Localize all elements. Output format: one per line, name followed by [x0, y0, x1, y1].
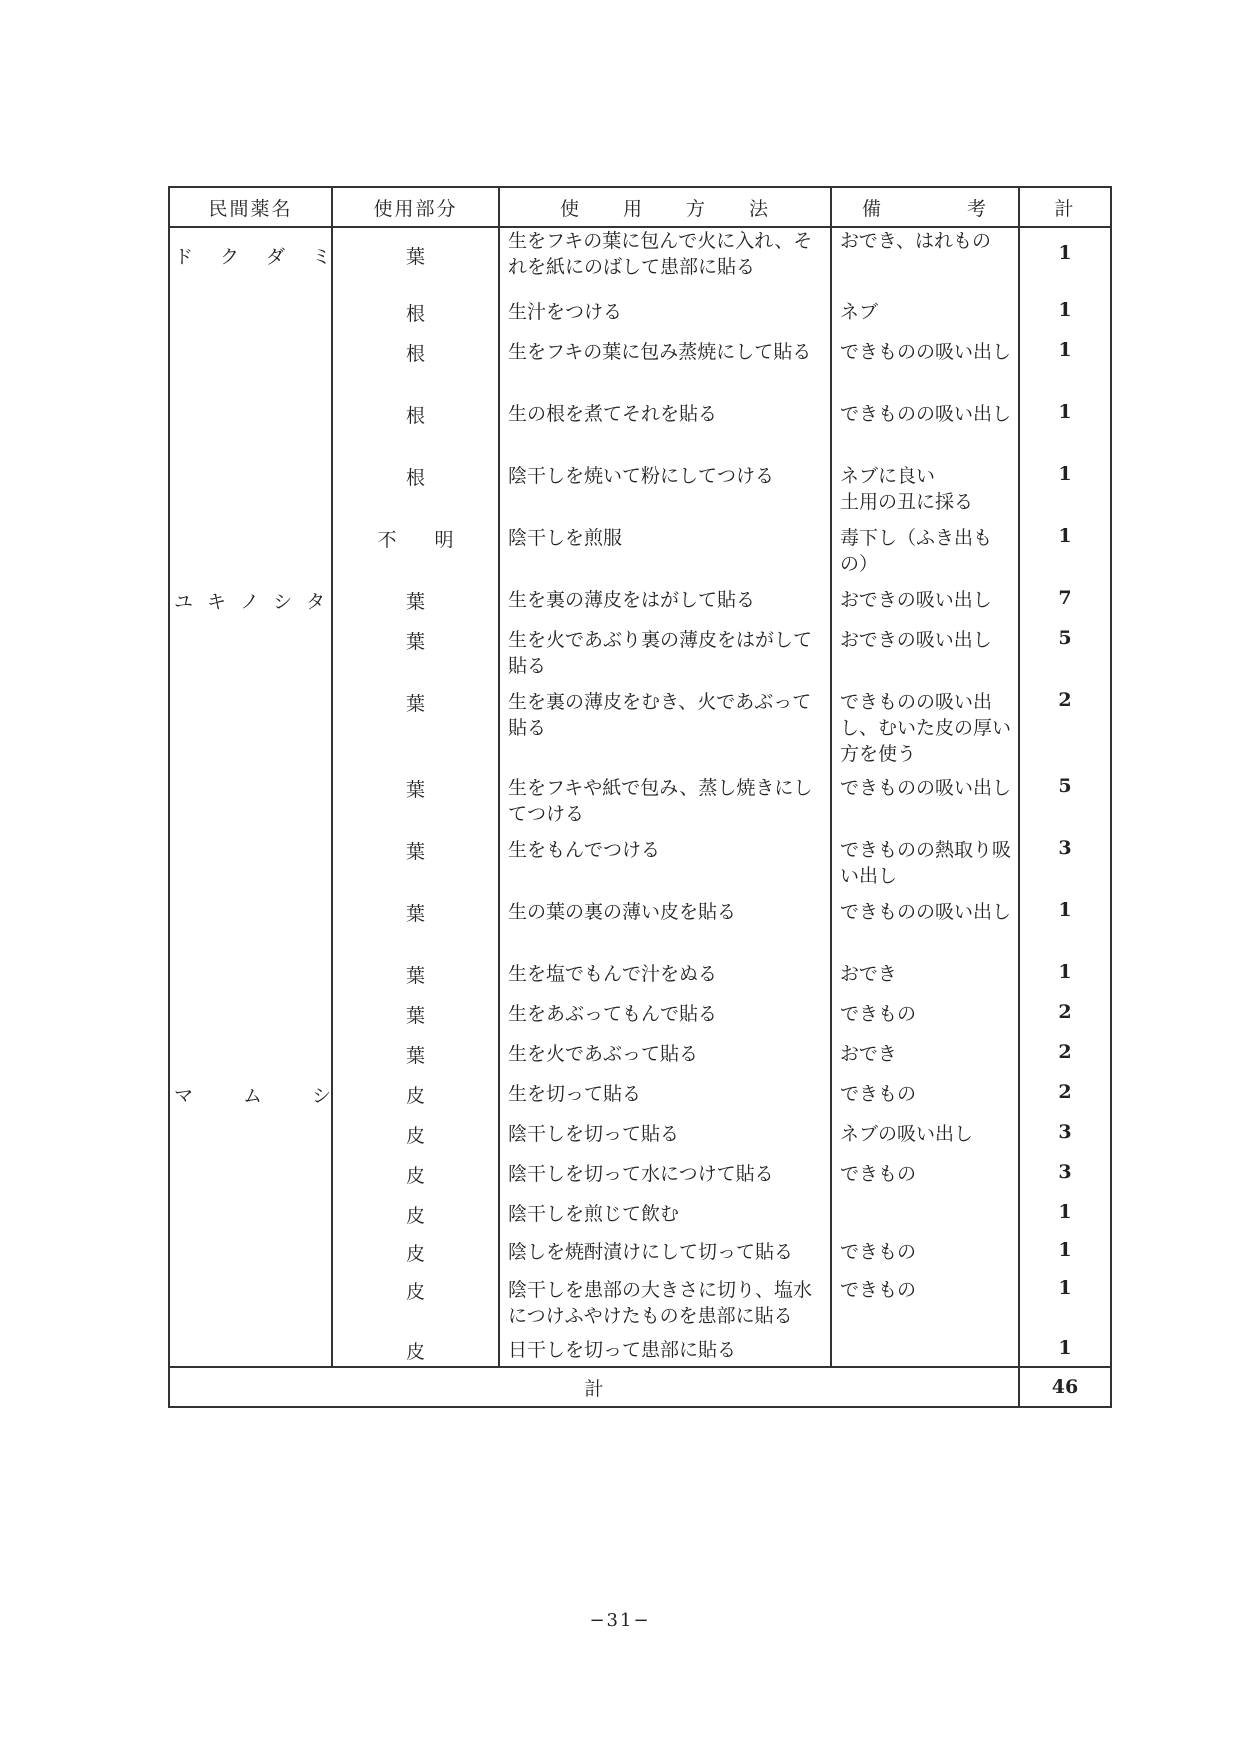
- remedy-name-cell: ド ク ダ ミ: [169, 227, 332, 299]
- header-remarks: 備 考: [831, 187, 1019, 227]
- table-row: [169, 1201, 1111, 1239]
- table-row: [169, 1081, 1111, 1121]
- part-used-cell: 皮: [332, 1337, 499, 1367]
- remedy-name-cell: [169, 1161, 332, 1201]
- remarks-cell: できものの吸い出し: [831, 899, 1019, 961]
- table-row: [169, 1337, 1111, 1367]
- remedy-name-cell: [169, 775, 332, 837]
- count-cell: 2: [1019, 1081, 1111, 1121]
- part-used-cell: 皮: [332, 1121, 499, 1161]
- usage-method-cell: 生を火であぶり裏の薄皮をはがして貼る: [499, 627, 831, 689]
- remarks-cell: できもの: [831, 1081, 1019, 1121]
- part-used-cell: 皮: [332, 1277, 499, 1337]
- usage-method-cell: 陰干しを切って貼る: [499, 1121, 831, 1161]
- count-cell: 7: [1019, 587, 1111, 627]
- remarks-cell: ネブに良い 土用の丑に採る: [831, 463, 1019, 525]
- remarks-cell: できものの吸い出し: [831, 339, 1019, 401]
- part-used-cell: 皮: [332, 1201, 499, 1239]
- part-used-cell: 皮: [332, 1161, 499, 1201]
- remarks-cell: おできの吸い出し: [831, 587, 1019, 627]
- usage-method-cell: 生をフキの葉に包んで火に入れ、それを紙にのばして患部に貼る: [499, 227, 831, 299]
- count-cell: 1: [1019, 463, 1111, 525]
- remedy-name-cell: [169, 899, 332, 961]
- remarks-cell: できもの: [831, 1001, 1019, 1041]
- remedy-name-cell: [169, 463, 332, 525]
- count-cell: 3: [1019, 1121, 1111, 1161]
- part-used-cell: 皮: [332, 1239, 499, 1277]
- remarks-cell: ネブの吸い出し: [831, 1121, 1019, 1161]
- table-row: [169, 1041, 1111, 1081]
- part-used-cell: 不 明: [332, 525, 499, 587]
- count-cell: 1: [1019, 401, 1111, 463]
- header-usage-method: 使 用 方 法: [499, 187, 831, 227]
- usage-method-cell: 生を裏の薄皮をはがして貼る: [499, 587, 831, 627]
- remarks-cell: できものの吸い出し: [831, 401, 1019, 463]
- remedy-name-cell: [169, 1041, 332, 1081]
- remedy-name-cell: [169, 961, 332, 1001]
- remarks-cell: できものの吸い出し: [831, 775, 1019, 837]
- part-used-cell: 葉: [332, 837, 499, 899]
- usage-method-cell: 生の根を煮てそれを貼る: [499, 401, 831, 463]
- table-row: [169, 299, 1111, 339]
- remedy-name-cell: [169, 689, 332, 775]
- count-cell: 1: [1019, 227, 1111, 299]
- remarks-cell: できものの熱取り吸い出し: [831, 837, 1019, 899]
- part-used-cell: 葉: [332, 1041, 499, 1081]
- count-cell: 1: [1019, 899, 1111, 961]
- table-row: [169, 1239, 1111, 1277]
- count-cell: 5: [1019, 775, 1111, 837]
- table-row: [169, 899, 1111, 961]
- remarks-cell: おでき、はれもの: [831, 227, 1019, 299]
- count-cell: 1: [1019, 299, 1111, 339]
- table-row: [169, 837, 1111, 899]
- usage-method-cell: 陰干しを煎じて飲む: [499, 1201, 831, 1239]
- usage-method-cell: 陰干しを焼いて粉にしてつける: [499, 463, 831, 525]
- remarks-cell: できもの: [831, 1277, 1019, 1337]
- count-cell: 5: [1019, 627, 1111, 689]
- count-cell: 1: [1019, 339, 1111, 401]
- header-count: 計: [1019, 187, 1111, 227]
- remedy-name-cell: ユ キ ノ シ タ: [169, 587, 332, 627]
- part-used-cell: 皮: [332, 1081, 499, 1121]
- remedy-name-cell: [169, 525, 332, 587]
- remedy-name-cell: [169, 339, 332, 401]
- usage-method-cell: 生を裏の薄皮をむき、火であぶって貼る: [499, 689, 831, 775]
- count-cell: 3: [1019, 837, 1111, 899]
- count-cell: 2: [1019, 1001, 1111, 1041]
- remarks-cell: 毒下し（ふき出もの）: [831, 525, 1019, 587]
- count-cell: 1: [1019, 961, 1111, 1001]
- remedy-table: [168, 186, 1112, 1408]
- usage-method-cell: 生の葉の裏の薄い皮を貼る: [499, 899, 831, 961]
- table-row: [169, 525, 1111, 587]
- part-used-cell: 葉: [332, 227, 499, 299]
- remedy-name-cell: マ ム シ: [169, 1081, 332, 1121]
- part-used-cell: 葉: [332, 775, 499, 837]
- count-cell: 1: [1019, 525, 1111, 587]
- table-row: [169, 463, 1111, 525]
- usage-method-cell: 生をもんでつける: [499, 837, 831, 899]
- table-row: [169, 627, 1111, 689]
- usage-method-cell: 生をフキや紙で包み、蒸し焼きにしてつける: [499, 775, 831, 837]
- table-row: [169, 775, 1111, 837]
- remedy-name-cell: [169, 1201, 332, 1239]
- count-cell: 2: [1019, 689, 1111, 775]
- usage-method-cell: 陰干しを患部の大きさに切り、塩水につけふやけたものを患部に貼る: [499, 1277, 831, 1337]
- table-header-row: [169, 187, 1111, 227]
- count-cell: 1: [1019, 1239, 1111, 1277]
- header-part-used: 使用部分: [332, 187, 499, 227]
- part-used-cell: 根: [332, 299, 499, 339]
- table-row: [169, 401, 1111, 463]
- header-remedy-name: 民間薬名: [169, 187, 332, 227]
- remedy-name-cell: [169, 1001, 332, 1041]
- remarks-cell: できもの: [831, 1161, 1019, 1201]
- part-used-cell: 葉: [332, 1001, 499, 1041]
- count-cell: 2: [1019, 1041, 1111, 1081]
- usage-method-cell: 生を塩でもんで汁をぬる: [499, 961, 831, 1001]
- remedy-name-cell: [169, 627, 332, 689]
- usage-method-cell: 生をフキの葉に包み蒸焼にして貼る: [499, 339, 831, 401]
- remarks-cell: おでき: [831, 961, 1019, 1001]
- usage-method-cell: 陰干しを切って水につけて貼る: [499, 1161, 831, 1201]
- table-row: [169, 587, 1111, 627]
- remedy-name-cell: [169, 1337, 332, 1367]
- count-cell: 1: [1019, 1337, 1111, 1367]
- table-row: [169, 1121, 1111, 1161]
- total-label: 計: [169, 1367, 1019, 1407]
- remedy-name-cell: [169, 401, 332, 463]
- remarks-cell: おできの吸い出し: [831, 627, 1019, 689]
- remarks-cell: おでき: [831, 1041, 1019, 1081]
- usage-method-cell: 陰干しを煎服: [499, 525, 831, 587]
- page-number: −31−: [589, 1610, 651, 1631]
- table-row: [169, 227, 1111, 299]
- count-cell: 3: [1019, 1161, 1111, 1201]
- total-count: 46: [1019, 1367, 1111, 1407]
- table-row: [169, 1001, 1111, 1041]
- usage-method-cell: 生を切って貼る: [499, 1081, 831, 1121]
- table-footer-row: [169, 1367, 1111, 1407]
- part-used-cell: 根: [332, 401, 499, 463]
- table-row: [169, 1161, 1111, 1201]
- table-row: [169, 1277, 1111, 1337]
- usage-method-cell: 生を火であぶって貼る: [499, 1041, 831, 1081]
- remarks-cell: [831, 1201, 1019, 1239]
- part-used-cell: 葉: [332, 587, 499, 627]
- usage-method-cell: 日干しを切って患部に貼る: [499, 1337, 831, 1367]
- usage-method-cell: 陰しを焼酎漬けにして切って貼る: [499, 1239, 831, 1277]
- table-row: [169, 689, 1111, 775]
- part-used-cell: 葉: [332, 961, 499, 1001]
- remedy-name-cell: [169, 1121, 332, 1161]
- remedy-name-cell: [169, 299, 332, 339]
- remedy-name-cell: [169, 1277, 332, 1337]
- table-row: [169, 961, 1111, 1001]
- remedy-name-cell: [169, 837, 332, 899]
- part-used-cell: 葉: [332, 899, 499, 961]
- remedy-name-cell: [169, 1239, 332, 1277]
- remarks-cell: できもの: [831, 1239, 1019, 1277]
- remarks-cell: ネブ: [831, 299, 1019, 339]
- part-used-cell: 根: [332, 339, 499, 401]
- usage-method-cell: 生をあぶってもんで貼る: [499, 1001, 831, 1041]
- part-used-cell: 葉: [332, 627, 499, 689]
- remarks-cell: [831, 1337, 1019, 1367]
- part-used-cell: 葉: [332, 689, 499, 775]
- count-cell: 1: [1019, 1201, 1111, 1239]
- remarks-cell: できものの吸い出し、むいた皮の厚い方を使う: [831, 689, 1019, 775]
- table-row: [169, 339, 1111, 401]
- usage-method-cell: 生汁をつける: [499, 299, 831, 339]
- count-cell: 1: [1019, 1277, 1111, 1337]
- part-used-cell: 根: [332, 463, 499, 525]
